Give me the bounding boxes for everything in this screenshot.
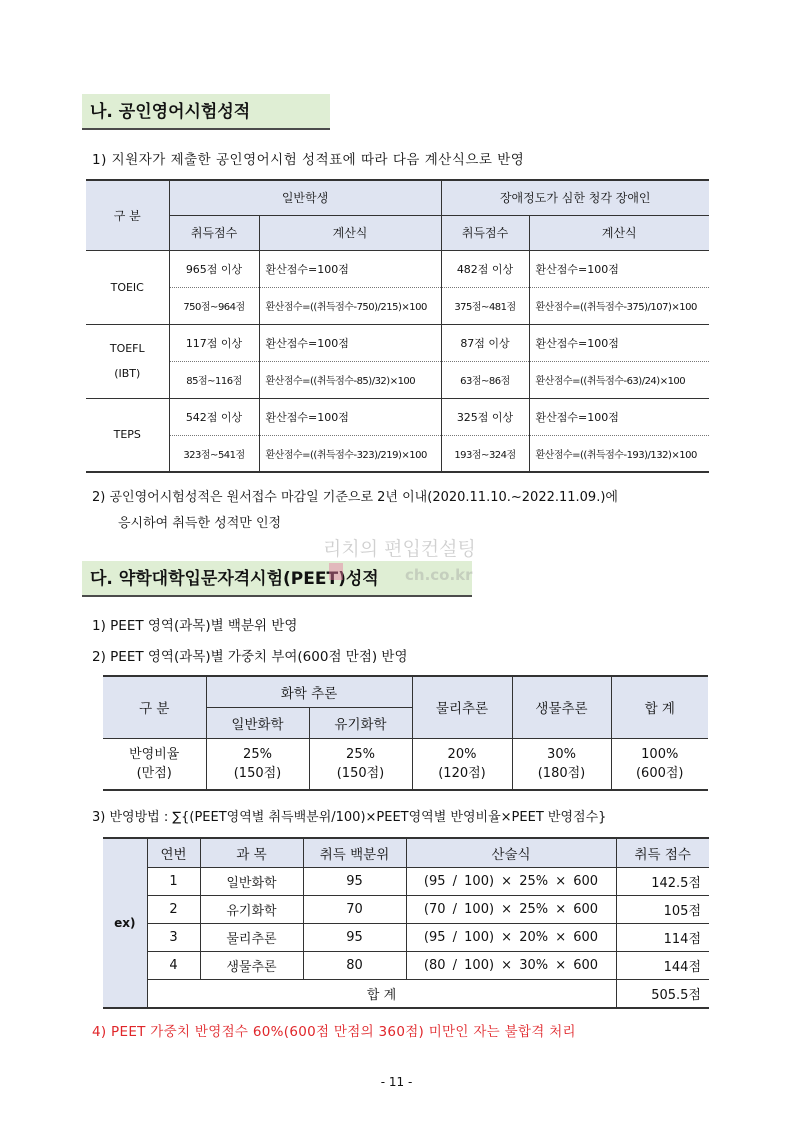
example-formula: (80 / 100) × 30% × 600 (406, 951, 616, 979)
weight-value (611, 738, 708, 790)
g2-score: 375점~481점 (441, 287, 529, 324)
weight-pct: 25% (243, 746, 272, 762)
example-total-label: 합 계 (147, 979, 616, 1008)
weight-row-label-2: (만점) (136, 765, 172, 781)
weight-pts: (120점) (438, 765, 486, 781)
weight-value (512, 738, 611, 790)
weight-pct: 20% (447, 746, 477, 762)
weight-header-gen-chem: 일반화학 (206, 707, 309, 738)
section-title-peet: 다. 약학대학입문자격시험(PEET)성적 (82, 561, 472, 597)
example-no: 3 (147, 923, 200, 951)
weight-pts: (150점) (233, 765, 282, 781)
example-header-percentile: 취득 백분위 (303, 838, 406, 867)
paragraph-english-1: 1) 지원자가 제출한 공인영어시험 성적표에 따라 다음 계산식으로 반영 (92, 152, 525, 168)
weight-header-phys: 물리추론 (412, 676, 512, 738)
g2-score: 87점 이상 (441, 324, 529, 361)
paragraph-peet-1: 1) PEET 영역(과목)별 백분위 반영 (92, 618, 298, 634)
example-no: 1 (147, 867, 200, 895)
example-no: 2 (147, 895, 200, 923)
example-score: 114점 (663, 931, 701, 947)
g1-formula: 환산점수=100점 (259, 324, 441, 361)
g1-score: 117점 이상 (169, 324, 259, 361)
g2-score: 63점~86점 (441, 361, 529, 398)
g1-score: 85점~116점 (169, 361, 259, 398)
weight-pct: 25% (346, 746, 375, 762)
g1-formula: 환산점수=((취득점수-323)/219)×100 (259, 435, 441, 472)
g2-formula: 환산점수=100점 (535, 410, 619, 424)
paragraph-english-2a: 2) 공인영어시험성적은 원서접수 마감일 기준으로 2년 이내(2020.11.10.~2022.11.09.)에 (92, 490, 618, 505)
watermark-url: ch.co.kr (405, 566, 473, 584)
g2-score: 193점~324점 (441, 435, 529, 472)
g2-formula: 환산점수=((취득점수-63)/24)×100 (535, 376, 686, 387)
example-percentile: 95 (303, 867, 406, 895)
peet-weight-table (103, 675, 708, 791)
g2-formula: 환산점수=((취득점수-375)/107)×100 (535, 302, 697, 313)
example-subject: 생물추론 (200, 951, 303, 979)
weight-pts: (180점) (537, 765, 586, 781)
peet-example-table (103, 837, 709, 1009)
weight-header-total: 합 계 (611, 676, 708, 738)
paragraph-english-2b: 응시하여 취득한 성적만 인정 (118, 516, 282, 531)
page-number: - 11 - (380, 1075, 413, 1089)
example-formula: (70 / 100) × 25% × 600 (406, 895, 616, 923)
weight-pct: 30% (547, 746, 576, 762)
test-toefl (86, 324, 169, 398)
paragraph-peet-3: 3) 반영방법 : ∑{(PEET영역별 취득백분위/100)×PEET영역별 반영비율×PEET 반영점수} (92, 810, 607, 825)
g1-formula: 환산점수=100점 (259, 250, 441, 287)
g2-score: 325점 이상 (441, 398, 529, 435)
paragraph-peet-2: 2) PEET 영역(과목)별 가중치 부여(600점 만점) 반영 (92, 649, 408, 665)
example-formula: (95 / 100) × 20% × 600 (406, 923, 616, 951)
watermark-mark (329, 563, 343, 580)
g1-score: 750점~964점 (169, 287, 259, 324)
example-percentile: 70 (303, 895, 406, 923)
weight-header-chem: 화학 추론 (206, 676, 412, 707)
section-title-english: 나. 공인영어시험성적 (82, 94, 330, 130)
english-score-table (86, 179, 709, 473)
test-toeic: TOEIC (86, 250, 169, 324)
header-disabled-students: 장애정도가 심한 청각 장애인 (441, 180, 709, 215)
g2-score: 482점 이상 (441, 250, 529, 287)
example-score: 105점 (663, 903, 701, 919)
weight-row-label-1: 반영비율 (129, 746, 180, 762)
weight-header-org-chem: 유기화학 (309, 707, 412, 738)
header-score-2: 취득점수 (441, 215, 529, 250)
example-percentile: 95 (303, 923, 406, 951)
g2-formula: 환산점수=100점 (535, 336, 619, 350)
weight-value (309, 738, 412, 790)
example-header-subject: 과 목 (200, 838, 303, 867)
header-score-1: 취득점수 (169, 215, 259, 250)
test-teps: TEPS (86, 398, 169, 472)
weight-pct: 100% (641, 746, 679, 762)
example-header-formula: 산술식 (406, 838, 616, 867)
weight-pts: (150점) (336, 765, 385, 781)
weight-header-bio: 생물추론 (512, 676, 611, 738)
example-label: ex) (103, 838, 147, 1008)
example-no: 4 (147, 951, 200, 979)
header-formula-2: 계산식 (529, 215, 709, 250)
g1-formula: 환산점수=((취득점수-85)/32)×100 (259, 361, 441, 398)
example-subject: 유기화학 (200, 895, 303, 923)
example-subject: 일반화학 (200, 867, 303, 895)
weight-pts: (600점) (635, 765, 684, 781)
example-score: 142.5점 (651, 875, 701, 891)
weight-value (206, 738, 309, 790)
g1-formula: 환산점수=((취득점수-750)/215)×100 (259, 287, 441, 324)
watermark-text: 리치의 편입컨설팅 (323, 538, 476, 560)
weight-row-label (103, 738, 206, 790)
weight-value (412, 738, 512, 790)
g2-formula: 환산점수=100점 (535, 262, 619, 276)
weight-header-gubun: 구 분 (103, 676, 206, 738)
test-toefl-line1: TOEFL (109, 342, 145, 355)
example-header-no: 연번 (147, 838, 200, 867)
test-toefl-line2: (IBT) (114, 367, 141, 380)
example-subject: 물리추론 (200, 923, 303, 951)
example-percentile: 80 (303, 951, 406, 979)
example-score: 144점 (663, 959, 701, 975)
header-general-students: 일반학생 (169, 180, 441, 215)
g2-formula: 환산점수=((취득점수-193)/132)×100 (535, 449, 697, 461)
header-gubun: 구 분 (86, 180, 169, 250)
g1-score: 542점 이상 (169, 398, 259, 435)
g1-formula: 환산점수=100점 (259, 398, 441, 435)
paragraph-peet-4-warning: 4) PEET 가중치 반영점수 60%(600점 만점의 360점) 미만인 자는 불합격 처리 (92, 1024, 576, 1040)
header-formula-1: 계산식 (259, 215, 441, 250)
example-header-score: 취득 점수 (616, 838, 709, 867)
example-total-value: 505.5점 (651, 987, 701, 1003)
g1-score: 323점~541점 (169, 435, 259, 472)
g1-score: 965점 이상 (169, 250, 259, 287)
example-formula: (95 / 100) × 25% × 600 (406, 867, 616, 895)
